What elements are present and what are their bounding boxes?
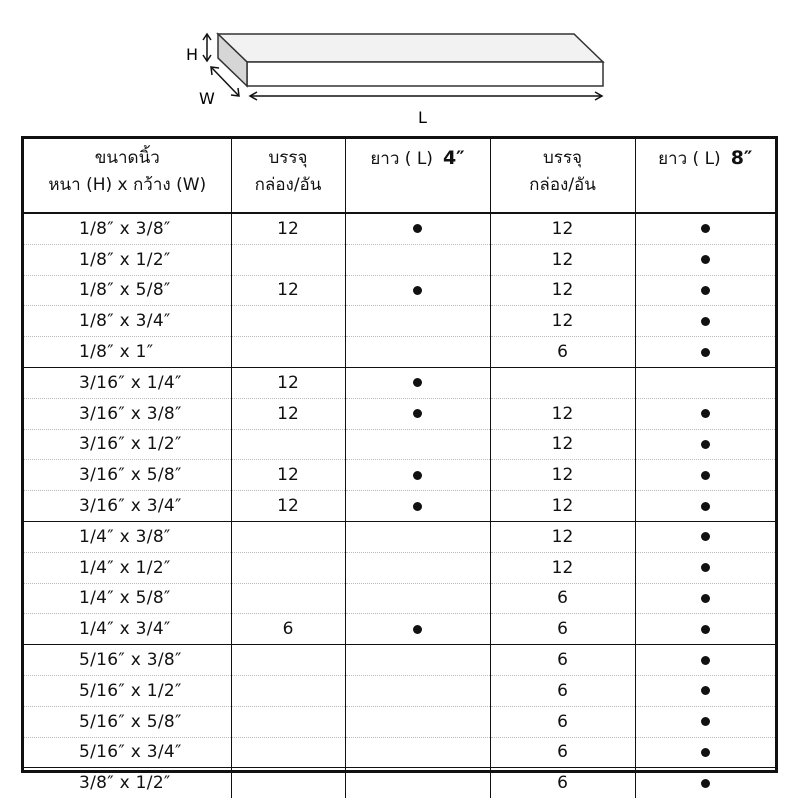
table-row	[24, 213, 775, 244]
avail-8-cell	[635, 213, 775, 244]
table-header-row	[24, 139, 775, 213]
table-row	[24, 244, 775, 275]
table-row	[24, 706, 775, 737]
table-row	[24, 737, 775, 768]
header-length-8-value: 8″	[730, 147, 753, 169]
size-cell: 1/8″ x 3/8″	[24, 213, 231, 244]
avail-8-cell	[635, 460, 775, 491]
availability-dot-icon	[701, 686, 710, 695]
table-row	[24, 583, 775, 614]
avail-8-cell	[635, 583, 775, 614]
pack-4-cell: 12	[231, 491, 345, 522]
size-cell: 5/16″ x 3/8″	[24, 645, 231, 676]
avail-8-cell	[635, 768, 775, 798]
pack-8-cell: 12	[490, 398, 635, 429]
avail-4-cell	[345, 244, 490, 275]
availability-dot-icon	[413, 625, 422, 634]
pack-4-cell: 12	[231, 460, 345, 491]
avail-8-cell	[635, 306, 775, 337]
pack-4-cell	[231, 583, 345, 614]
availability-dot-icon	[413, 471, 422, 480]
avail-8-cell	[635, 367, 775, 398]
avail-8-cell	[635, 706, 775, 737]
size-cell: 3/16″ x 1/2″	[24, 429, 231, 460]
label-w: W	[199, 89, 215, 108]
table-row	[24, 552, 775, 583]
avail-4-cell	[345, 552, 490, 583]
size-table-container	[21, 136, 778, 794]
size-cell: 3/16″ x 3/4″	[24, 491, 231, 522]
avail-4-cell	[345, 275, 490, 306]
pack-8-cell: 6	[490, 337, 635, 368]
avail-8-cell	[635, 645, 775, 676]
pack-8-cell: 6	[490, 675, 635, 706]
table-row	[24, 398, 775, 429]
size-cell: 1/8″ x 1/2″	[24, 244, 231, 275]
avail-8-cell	[635, 614, 775, 645]
availability-dot-icon	[701, 717, 710, 726]
pack-4-cell: 6	[231, 614, 345, 645]
pack-4-cell	[231, 429, 345, 460]
pack-4-cell: 12	[231, 398, 345, 429]
size-cell: 1/8″ x 5/8″	[24, 275, 231, 306]
header-length-4	[345, 139, 490, 213]
pack-4-cell	[231, 737, 345, 768]
header-size	[24, 139, 231, 213]
header-pack-8-line2: กล่อง/อัน	[529, 175, 596, 195]
pack-8-cell: 12	[490, 306, 635, 337]
table-row	[24, 306, 775, 337]
pack-8-cell: 12	[490, 275, 635, 306]
avail-8-cell	[635, 521, 775, 552]
pack-4-cell	[231, 768, 345, 798]
availability-dot-icon	[413, 224, 422, 233]
table-row	[24, 675, 775, 706]
header-pack-4	[231, 139, 345, 213]
avail-8-cell	[635, 737, 775, 768]
availability-dot-icon	[701, 532, 710, 541]
availability-dot-icon	[413, 409, 422, 418]
table-row	[24, 367, 775, 398]
size-cell: 5/16″ x 5/8″	[24, 706, 231, 737]
pack-4-cell: 12	[231, 213, 345, 244]
pack-4-cell	[231, 306, 345, 337]
pack-4-cell	[231, 675, 345, 706]
avail-4-cell	[345, 337, 490, 368]
header-pack-8-line1: บรรจุ	[542, 148, 582, 168]
table-row	[24, 429, 775, 460]
avail-4-cell	[345, 675, 490, 706]
header-length-8-prefix: ยาว ( L)	[658, 149, 721, 169]
table-body	[24, 213, 775, 798]
avail-8-cell	[635, 244, 775, 275]
size-table	[24, 139, 775, 798]
avail-4-cell	[345, 213, 490, 244]
avail-4-cell	[345, 398, 490, 429]
pack-8-cell: 6	[490, 583, 635, 614]
avail-4-cell	[345, 614, 490, 645]
availability-dot-icon	[413, 286, 422, 295]
avail-4-cell	[345, 583, 490, 614]
label-l: L	[418, 108, 427, 127]
availability-dot-icon	[701, 748, 710, 757]
avail-8-cell	[635, 275, 775, 306]
pack-8-cell: 12	[490, 521, 635, 552]
avail-4-cell	[345, 491, 490, 522]
table-row	[24, 491, 775, 522]
size-cell: 1/4″ x 1/2″	[24, 552, 231, 583]
pack-4-cell: 12	[231, 367, 345, 398]
avail-8-cell	[635, 398, 775, 429]
pack-4-cell	[231, 552, 345, 583]
pack-8-cell: 12	[490, 244, 635, 275]
availability-dot-icon	[701, 471, 710, 480]
avail-8-cell	[635, 491, 775, 522]
size-cell: 3/8″ x 1/2″	[79, 773, 171, 794]
avail-4-cell	[345, 460, 490, 491]
pack-8-cell: 6	[490, 768, 635, 798]
avail-8-cell	[635, 429, 775, 460]
avail-8-cell	[635, 337, 775, 368]
availability-dot-icon	[701, 286, 710, 295]
availability-dot-icon	[413, 502, 422, 511]
table-row	[24, 460, 775, 491]
pack-4-cell	[231, 645, 345, 676]
availability-dot-icon	[701, 255, 710, 264]
table-row	[24, 768, 775, 798]
size-cell: 1/4″ x 3/4″	[24, 614, 231, 645]
avail-4-cell	[345, 706, 490, 737]
pack-8-cell: 12	[490, 429, 635, 460]
pack-4-cell	[231, 521, 345, 552]
avail-4-cell	[345, 737, 490, 768]
availability-dot-icon	[701, 348, 710, 357]
pack-8-cell: 12	[490, 552, 635, 583]
size-cell: 5/16″ x 1/2″	[24, 675, 231, 706]
avail-4-cell	[345, 521, 490, 552]
availability-dot-icon	[701, 224, 710, 233]
size-cell: 1/4″ x 5/8″	[24, 583, 231, 614]
header-size-line1: ขนาดนิ้ว	[94, 148, 160, 168]
availability-dot-icon	[701, 317, 710, 326]
table-row	[24, 337, 775, 368]
table-row	[24, 521, 775, 552]
label-h: H	[186, 45, 199, 64]
avail-4-cell	[345, 645, 490, 676]
pack-4-cell: 12	[231, 275, 345, 306]
table-row	[24, 275, 775, 306]
size-cell: 3/16″ x 5/8″	[24, 460, 231, 491]
availability-dot-icon	[701, 440, 710, 449]
size-cell: 3/16″ x 3/8″	[24, 398, 231, 429]
avail-8-cell	[635, 552, 775, 583]
header-length-4-value: 4″	[442, 147, 465, 169]
size-cell: 3/16″ x 1/4″	[24, 367, 231, 398]
header-length-8	[635, 139, 775, 213]
bar-top-face	[218, 34, 603, 62]
size-cell: 1/4″ x 3/8″	[24, 521, 231, 552]
header-size-line2: หนา (H) x กว้าง (W)	[48, 175, 207, 195]
pack-8-cell: 12	[490, 491, 635, 522]
header-pack-8	[490, 139, 635, 213]
pack-8-cell: 6	[490, 614, 635, 645]
pack-4-cell	[231, 244, 345, 275]
size-cell: 1/8″ x 1″	[24, 337, 231, 368]
avail-8-cell	[635, 675, 775, 706]
pack-8-cell: 6	[490, 706, 635, 737]
pack-8-cell	[490, 367, 635, 398]
pack-4-cell	[231, 337, 345, 368]
avail-4-cell	[345, 768, 490, 798]
size-cell: 5/16″ x 3/4″	[24, 737, 231, 768]
availability-dot-icon	[701, 563, 710, 572]
availability-dot-icon	[701, 779, 710, 788]
availability-dot-icon	[701, 625, 710, 634]
pack-8-cell: 12	[490, 213, 635, 244]
pack-4-cell	[231, 706, 345, 737]
avail-4-cell	[345, 306, 490, 337]
bar-dimension-diagram	[0, 0, 800, 135]
avail-4-cell	[345, 367, 490, 398]
pack-8-cell: 6	[490, 737, 635, 768]
availability-dot-icon	[701, 656, 710, 665]
pack-8-cell: 12	[490, 460, 635, 491]
availability-dot-icon	[701, 502, 710, 511]
size-cell: 1/8″ x 3/4″	[24, 306, 231, 337]
header-pack-4-line1: บรรจุ	[268, 148, 308, 168]
table-row	[24, 645, 775, 676]
availability-dot-icon	[701, 594, 710, 603]
table-row	[24, 614, 775, 645]
header-length-4-prefix: ยาว ( L)	[370, 149, 433, 169]
header-pack-4-line2: กล่อง/อัน	[254, 175, 322, 195]
avail-4-cell	[345, 429, 490, 460]
availability-dot-icon	[413, 378, 422, 387]
availability-dot-icon	[701, 409, 710, 418]
bar-front-face	[247, 62, 603, 86]
pack-8-cell: 6	[490, 645, 635, 676]
